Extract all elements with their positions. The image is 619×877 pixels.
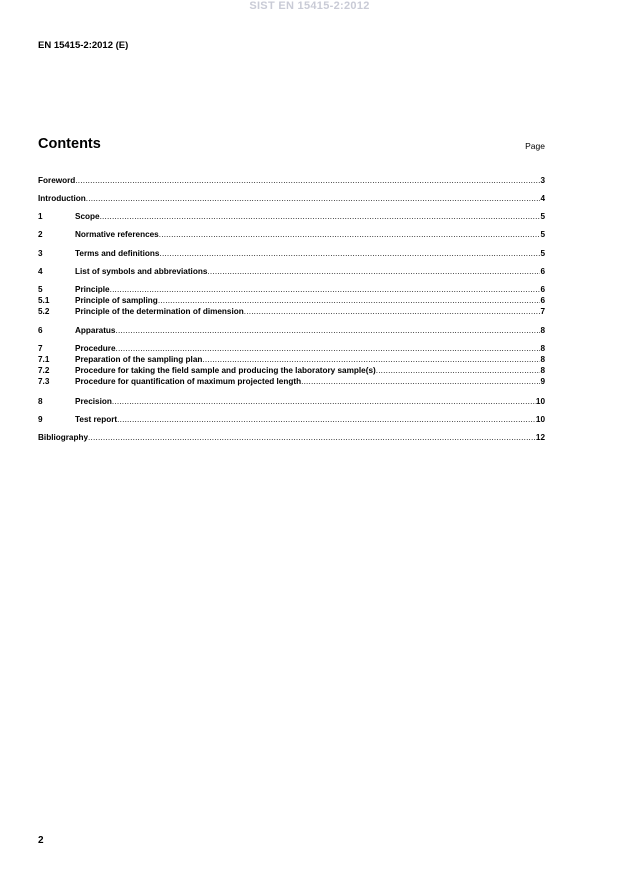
toc-entry-test-report[interactable]: 9 Test report ..... 10	[38, 414, 545, 425]
toc-entry-bibliography[interactable]: Bibliography ..... 12	[38, 432, 545, 443]
toc-entry-apparatus[interactable]: 6 Apparatus ..... 8	[38, 325, 545, 336]
toc-entry-principle-of-dimension[interactable]: 5.2 Principle of the determination of dimension ..... 7	[38, 306, 545, 317]
toc-entry-procedure[interactable]: 7 Procedure ..... 8	[38, 343, 545, 354]
toc-entry-normative-references[interactable]: 2 Normative references ..... 5	[38, 229, 545, 240]
toc-entry-foreword[interactable]: Foreword ..... 3	[38, 175, 545, 186]
toc-entry-symbols-abbreviations[interactable]: 4 List of symbols and abbreviations ..... 6	[38, 266, 545, 277]
toc-entry-sampling-plan[interactable]: 7.1 Preparation of the sampling plan ..... 8	[38, 354, 545, 365]
toc-entry-introduction[interactable]: Introduction ..... 4	[38, 193, 545, 204]
document-id: EN 15415-2:2012 (E)	[38, 40, 129, 51]
toc-entry-projected-length[interactable]: 7.3 Procedure for quantification of maximum projected length ..... 9	[38, 376, 545, 387]
toc-entry-scope[interactable]: 1 Scope ..... 5	[38, 211, 545, 222]
page-number: 2	[38, 835, 44, 846]
page-column-label: Page	[525, 141, 545, 151]
watermark: SIST EN 15415-2:2012	[249, 0, 370, 12]
toc-entry-field-sample[interactable]: 7.2 Procedure for taking the field sample and producing the laboratory sample(s) ..... 8	[38, 365, 545, 376]
toc-entry-principle-of-sampling[interactable]: 5.1 Principle of sampling ..... 6	[38, 295, 545, 306]
toc-entry-precision[interactable]: 8 Precision ..... 10	[38, 396, 545, 407]
toc-entry-terms-and-definitions[interactable]: 3 Terms and definitions ..... 5	[38, 248, 545, 259]
toc-entry-principle[interactable]: 5 Principle ..... 6	[38, 284, 545, 295]
contents-title: Contents	[38, 136, 101, 152]
